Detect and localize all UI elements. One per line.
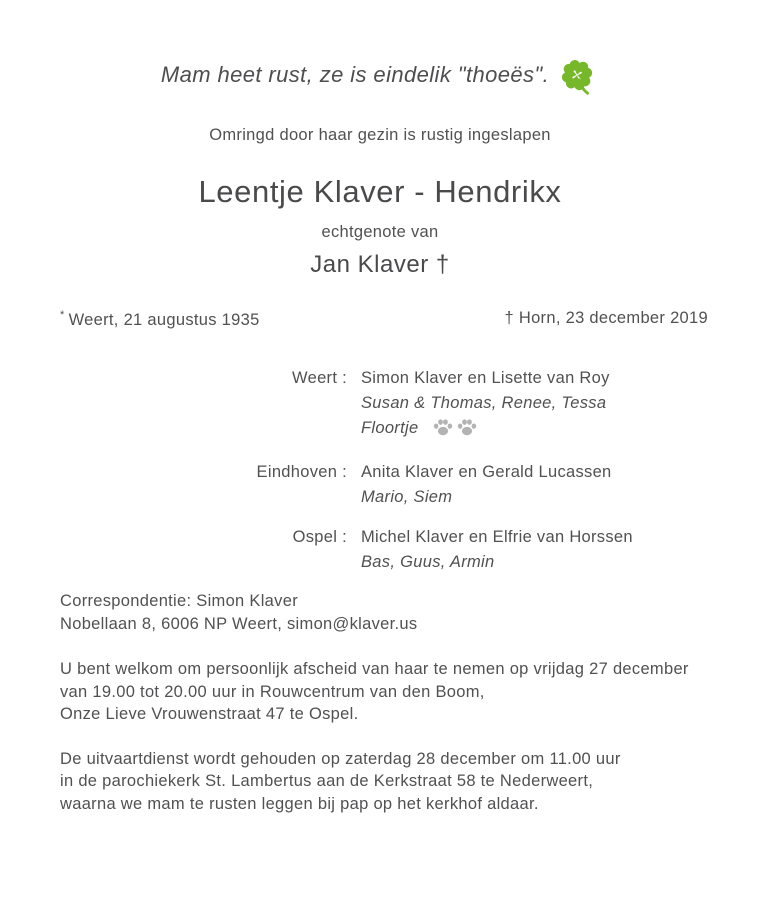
correspondence-contact: Correspondentie: Simon Klaver	[60, 592, 298, 610]
birth-date: * Weert, 21 augustus 1935	[60, 309, 260, 329]
funeral-line: in de parochiekerk St. Lambertus aan de Kerkstraat 58 te Nederweert,	[60, 772, 594, 790]
correspondence-block	[60, 590, 760, 636]
relation-line: echtgenote van	[321, 223, 439, 241]
visitation-line: U bent welkom om persoonlijk afscheid van haar te nemen op vrijdag 27 december	[60, 660, 689, 678]
family-parents: Anita Klaver en Gerald Lucassen	[361, 463, 612, 481]
family-parents: Simon Klaver en Lisette van Roy	[361, 369, 610, 387]
family-row-ospel	[0, 525, 760, 575]
family-list	[0, 366, 760, 575]
funeral-line: waarna we mam te rusten leggen bij pap op het kerkhof aldaar.	[60, 794, 539, 813]
intro-line: Omringd door haar gezin is rustig ingeslapen	[209, 126, 551, 144]
family-detail	[361, 366, 610, 445]
opening-quote: Mam heet rust, ze is eindelik "thoeës".	[160, 62, 550, 87]
funeral-paragraph	[60, 748, 724, 816]
visitation-line: Onze Lieve Vrouwenstraat 47 te Ospel.	[60, 705, 359, 723]
funeral-line: De uitvaartdienst wordt gehouden op zaterdag 28 december om 11.00 uur	[60, 749, 621, 768]
birth-asterisk: *	[60, 309, 65, 321]
opening-quote-row	[0, 56, 760, 98]
family-row-weert	[0, 366, 760, 445]
family-row-eindhoven	[0, 460, 760, 510]
family-detail	[361, 525, 633, 575]
four-leaf-clover-icon	[557, 56, 599, 98]
family-children: Mario, Siem	[361, 488, 453, 506]
correspondence-address: Nobellaan 8, 6006 NP Weert, simon@klaver.us	[60, 615, 418, 633]
visitation-line: van 19.00 tot 20.00 uur in Rouwcentrum van den Boom,	[60, 682, 485, 701]
family-parents: Michel Klaver en Elfrie van Horssen	[361, 528, 633, 546]
family-place: Ospel :	[292, 528, 347, 546]
deceased-name: Leentje Klaver - Hendrikx	[198, 174, 562, 209]
visitation-paragraph	[60, 658, 724, 726]
family-place: Weert :	[292, 369, 347, 387]
dates-row	[0, 309, 760, 330]
paw-print-icon	[432, 417, 454, 437]
family-children: Susan & Thomas, Renee, Tessa	[361, 394, 607, 412]
family-detail	[361, 460, 612, 510]
family-children: Bas, Guus, Armin	[361, 553, 495, 571]
death-date: † Horn, 23 december 2019	[504, 309, 708, 327]
paw-print-icon	[456, 417, 478, 437]
paw-prints	[432, 417, 480, 445]
family-place: Eindhoven :	[256, 463, 347, 481]
family-children-with-paws: Floortje	[361, 416, 610, 445]
spouse-name: Jan Klaver †	[310, 251, 450, 278]
funeral-announcement-card	[0, 56, 760, 902]
